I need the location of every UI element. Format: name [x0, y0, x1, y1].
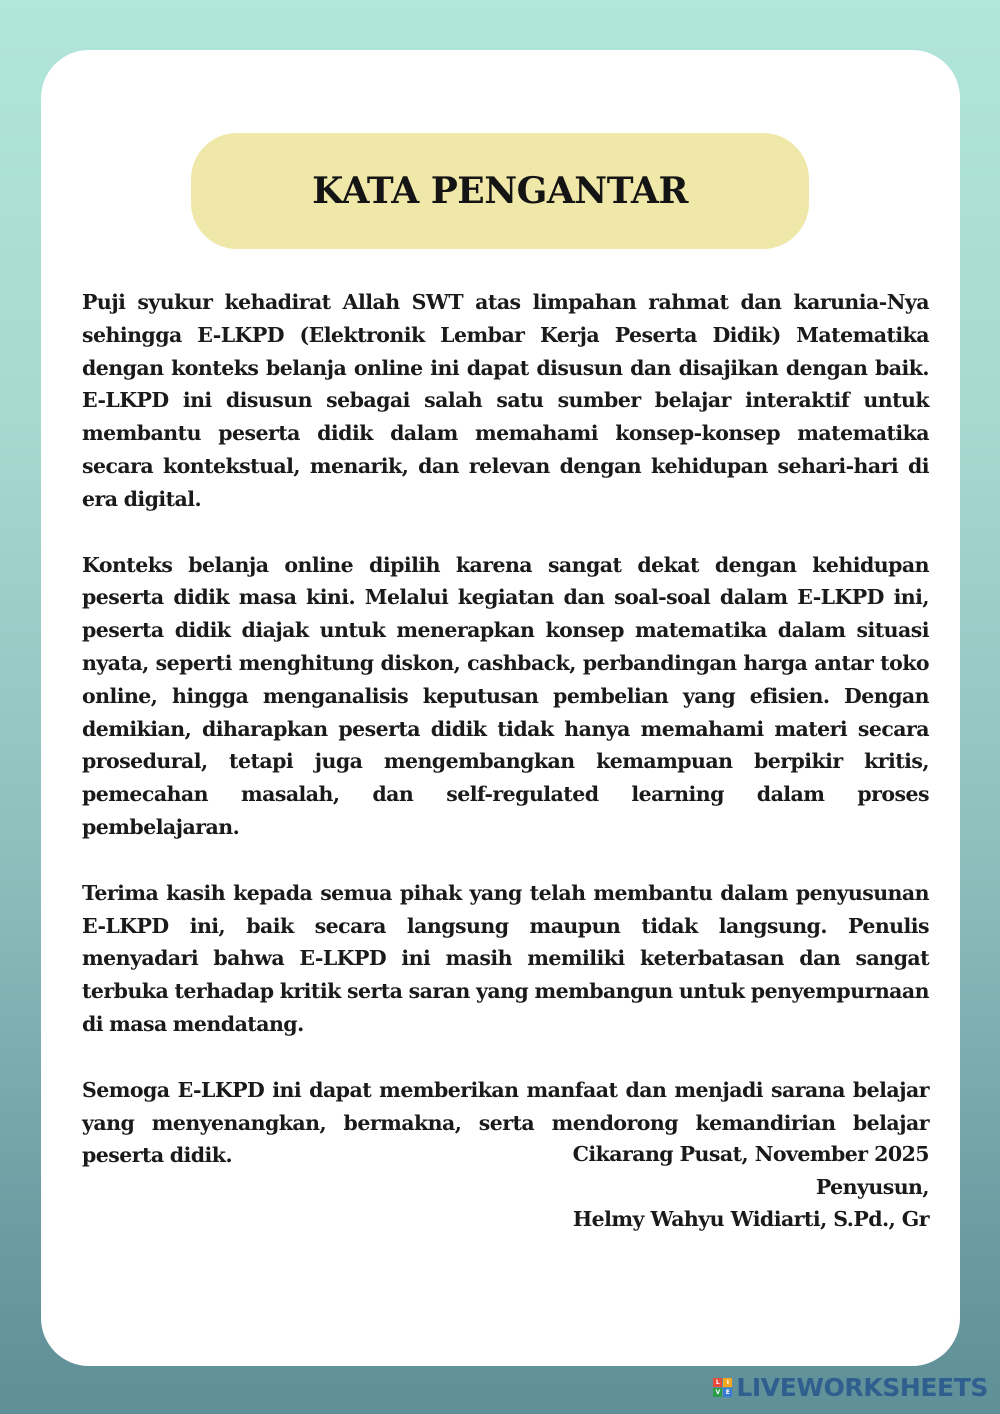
page-title: KATA PENGANTAR	[312, 170, 688, 212]
liveworksheets-logo-icon	[713, 1378, 732, 1397]
paragraph-2: Konteks belanja online dipilih karena sangat dekat dengan kehidupan peserta didik masa kini. Melalui kegiatan dan soal-soal dalam E-LKPD ini, peserta didik diajak untuk menerapkan konsep matematika dalam situasi nyata, seperti menghitung diskon, cashback, perbandingan harga antar toko online, hingga menganalisis keputusan pembelian yang efisien. Dengan demikian, diharapkan peserta didik tidak hanya memahami materi secara prosedural, tetapi juga mengembangkan kemampuan berpikir kritis, pemecahan masalah, dan self-regulated learning dalam proses pembelajaran.	[82, 552, 929, 839]
paragraph-4: Semoga E-LKPD ini dapat memberikan manfaat dan menjadi sarana belajar yang menyenangkan, bermakna, serta mendorong kemandirian belajar peserta didik.	[82, 1077, 929, 1168]
paragraph-3: Terima kasih kepada semua pihak yang telah membantu dalam penyusunan E-LKPD ini, baik secara langsung maupun tidak langsung. Penulis menyadari bahwa E-LKPD ini masih memiliki keterbatasan dan sangat terbuka terhadap kritik serta saran yang membangun untuk penyempurnaan di masa mendatang.	[82, 880, 929, 1036]
logo-letter-e: E	[723, 1388, 732, 1397]
logo-letter-i: I	[723, 1378, 732, 1387]
watermark-text: LIVEWORKSHEETS	[736, 1373, 988, 1402]
liveworksheets-watermark	[713, 1373, 988, 1402]
foreword-body	[82, 286, 929, 1205]
logo-letter-v: V	[713, 1388, 722, 1397]
paragraph-1: Puji syukur kehadirat Allah SWT atas limpahan rahmat dan karunia-Nya sehingga E-LKPD (Elektronik Lembar Kerja Peserta Didik) Matematika dengan konteks belanja online ini dapat disusun dan disajikan dengan baik. E-LKPD ini disusun sebagai salah satu sumber belajar interaktif untuk membantu peserta didik dalam memahami konsep-konsep matematika secara kontekstual, menarik, dan relevan dengan kehidupan sehari-hari di era digital.	[82, 290, 929, 511]
signature-name: Helmy Wahyu Widiarti, S.Pd., Gr	[572, 1207, 929, 1231]
logo-letter-l: L	[713, 1378, 722, 1387]
signature-role: Penyusun,	[815, 1174, 929, 1199]
signature-place-date: Cikarang Pusat, November 2025	[572, 1142, 929, 1166]
title-banner	[191, 133, 809, 249]
signature-block	[573, 1138, 929, 1236]
